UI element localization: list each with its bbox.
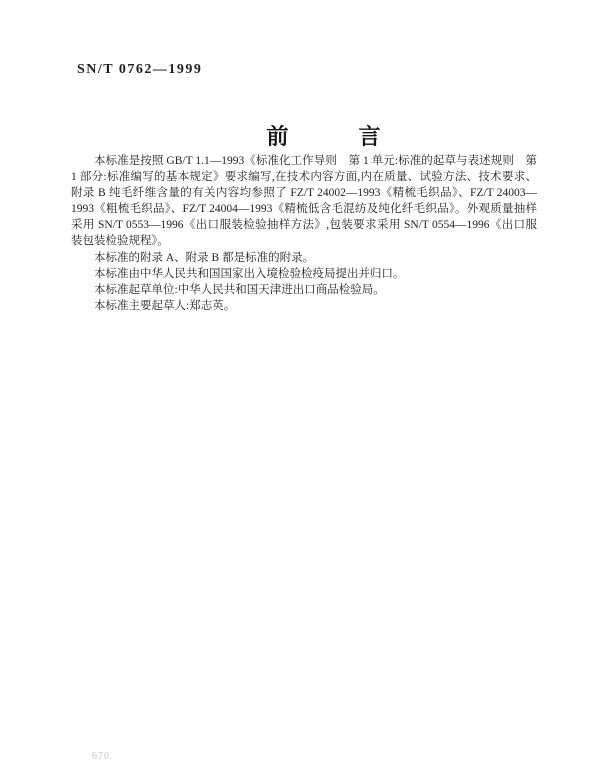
page-title: 前 言 [266, 124, 382, 149]
foreword-paragraph: 本标准是按照 GB/T 1.1—1993《标准化工作导则 第 1 单元:标准的起草与表述规则 第 1 部分:标准编写的基本规定》要求编写,在技术内容方面,内在质量、试验方法、技术要求、附录 B 纯毛纤维含量的有关内容均参照了 FZ/T 24002—1993《精梳毛织品》、FZ/T 24003—1993《粗梳毛织品》、FZ/T 24004—1993《精梳低含毛混纺及纯化纤毛织品》。外观质量抽样采用 SN/T 0553—1996《出口服装检验抽样方法》,包装要求采用 SN/T 0554—1996《出口服装包装检验规程》。 [71, 155, 537, 248]
foreword-body [71, 153, 537, 314]
foreword-paragraph: 本标准主要起草人:郑志英。 [94, 299, 236, 312]
foreword-paragraph: 本标准起草单位:中华人民共和国天津进出口商品检验局。 [94, 283, 385, 296]
foreword-paragraph: 本标准由中华人民共和国国家出入境检验检疫局提出并归口。 [94, 267, 405, 280]
standard-number: SN/T 0762—1999 [77, 62, 203, 77]
page-number: 670 [92, 751, 110, 762]
foreword-paragraph: 本标准的附录 A、附录 B 都是标准的附录。 [94, 251, 315, 264]
